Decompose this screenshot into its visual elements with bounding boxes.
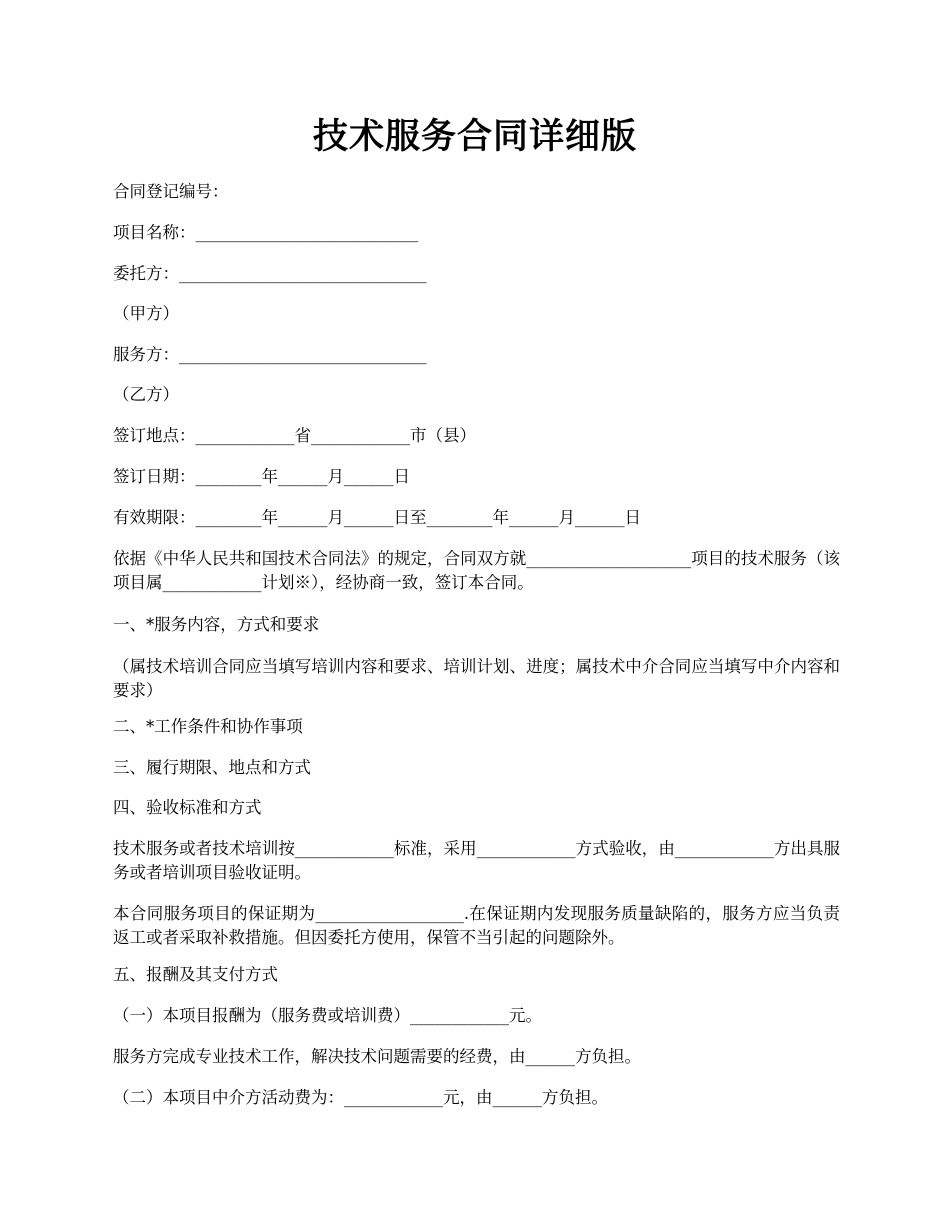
preamble-paragraph: 依据《中华人民共和国技术合同法》的规定，合同双方就____________________项目的技术服务（该项目属____________计划※），经协商一致，签订本合同。	[113, 549, 840, 592]
section-3-heading: 三、履行期限、地点和方式	[113, 758, 311, 777]
signing-location-field: 签订地点：____________省____________市（县）	[113, 426, 476, 445]
section-2-heading: 二、*工作条件和协作事项	[113, 717, 303, 736]
section-5-heading: 五、报酬及其支付方式	[113, 965, 278, 984]
document-title: 技术服务合同详细版	[312, 117, 637, 157]
client-field: 委托方：______________________________	[113, 264, 427, 283]
remuneration-clause: （一）本项目报酬为（服务费或培训费）____________元。	[113, 1006, 542, 1025]
signing-date-field: 签订日期：________年______月______日	[113, 467, 410, 486]
section-1-note: （属技术培训合同应当填写培训内容和要求、培训计划、进度；属技术中介合同应当填写中介内容和要求）	[113, 657, 840, 700]
acceptance-paragraph: 技术服务或者技术培训按____________标准，采用____________方式验收，由____________方出具服务或者培训项目验收证明。	[113, 839, 840, 882]
party-a-label: （甲方）	[113, 304, 179, 323]
contract-registration-number: 合同登记编号：	[113, 182, 229, 201]
warranty-paragraph: 本合同服务项目的保证期为__________________.在保证期内发现服务质量缺陷的，服务方应当负责返工或者采取补救措施。但因委托方使用，保管不当引起的问题除外。	[113, 904, 840, 947]
party-b-label: （乙方）	[113, 385, 179, 404]
intermediary-fee-clause: （二）本项目中介方活动费为：____________元，由______方负担。	[113, 1088, 608, 1107]
expense-clause: 服务方完成专业技术工作，解决技术问题需要的经费，由______方负担。	[113, 1047, 641, 1066]
section-1-heading: 一、*服务内容，方式和要求	[113, 615, 320, 634]
section-4-heading: 四、验收标准和方式	[113, 798, 262, 817]
validity-period-field: 有效期限：________年______月______日至________年______月______日	[113, 508, 641, 527]
service-provider-field: 服务方：______________________________	[113, 345, 427, 364]
project-name-field: 项目名称：___________________________	[113, 223, 419, 242]
